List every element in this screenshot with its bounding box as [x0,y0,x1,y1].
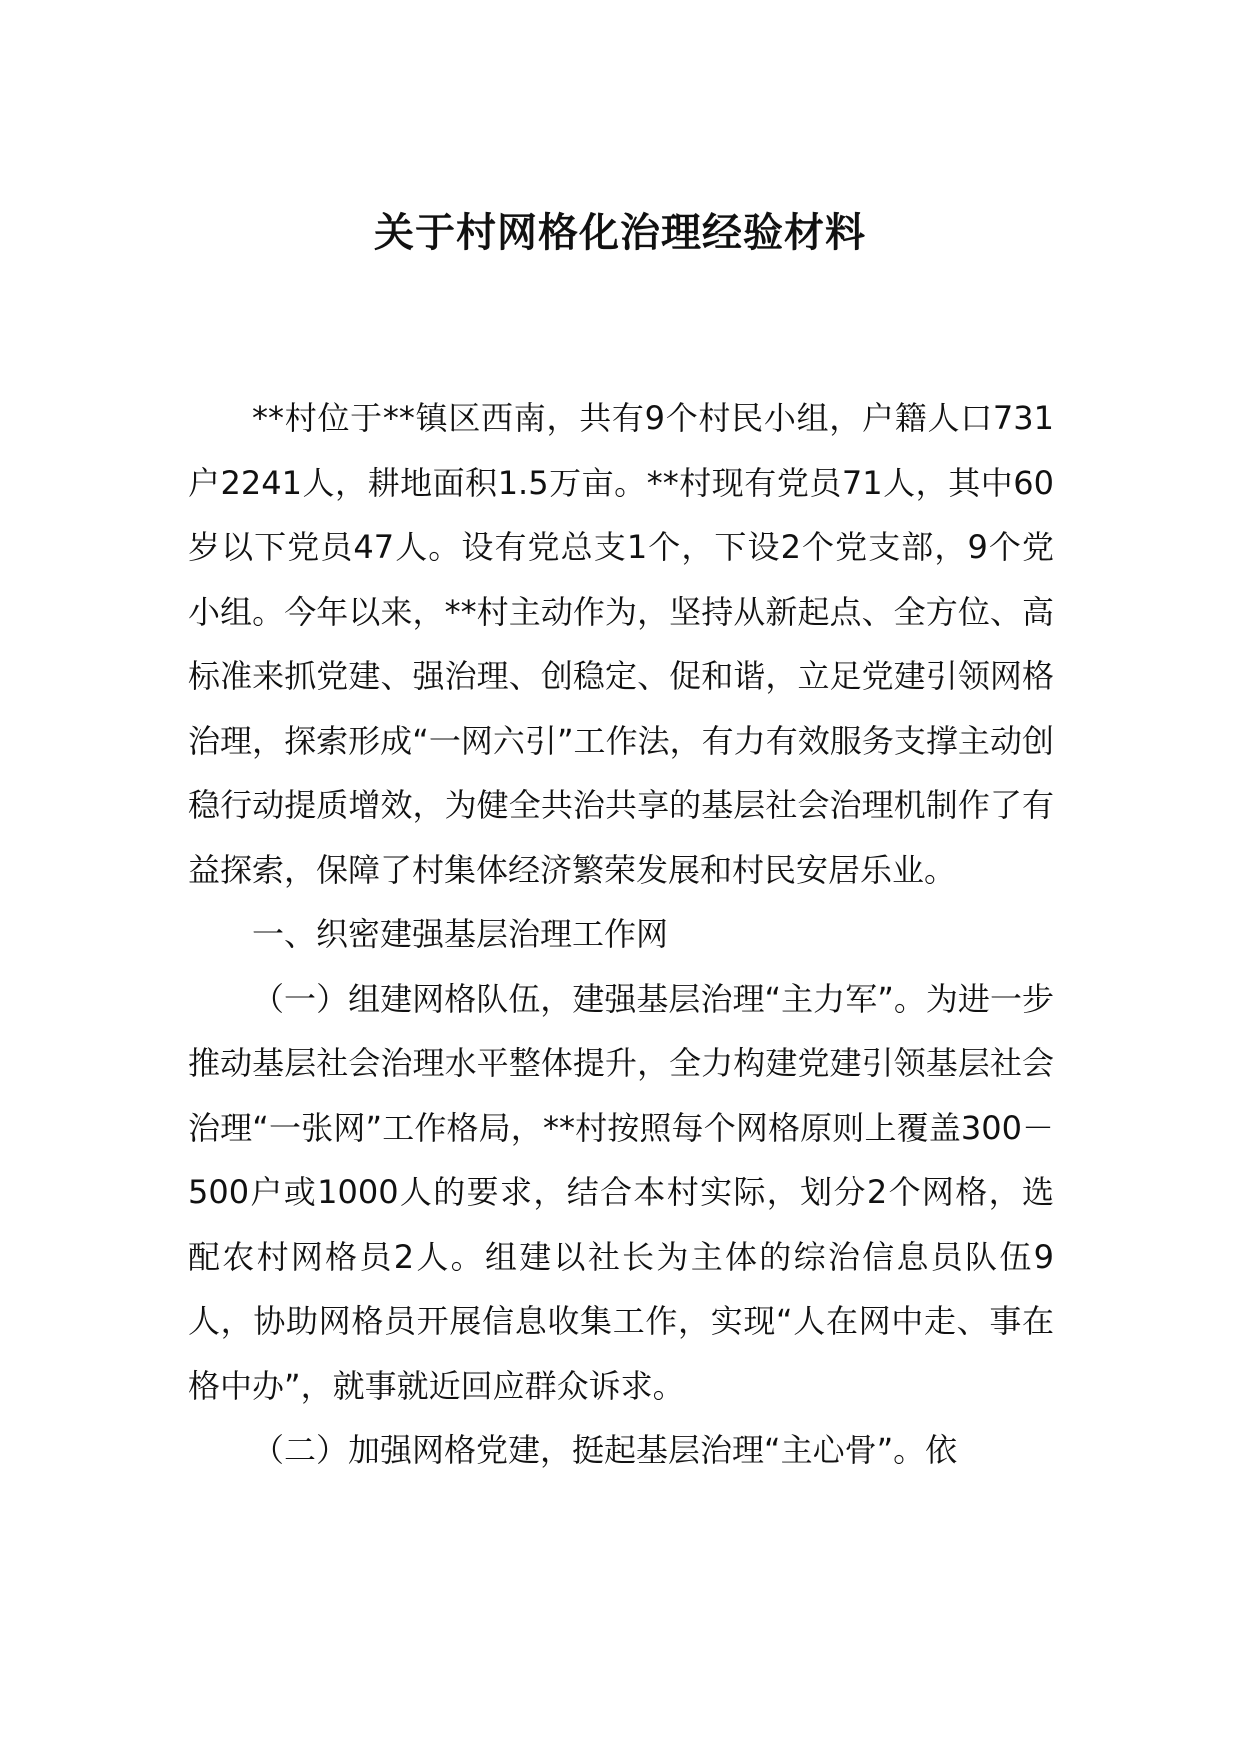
section-heading-1: 一、织密建强基层治理工作网 [252,915,669,953]
intro-paragraph: **村位于**镇区西南，共有9个村民小组，户籍人口731户2241人，耕地面积1.5万亩。**村现有党员71人，其中60岁以下党员47人。设有党总支1个，下设2个党支部，9个党小组。今年以来，**村主动作为，坚持从新起点、全方位、高标准来抓党建、强治理、创稳定、促和谐，立足党建引领网格治理，探索形成“一网六引”工作法，有力有效服务支撑主动创稳行动提质增效，为健全共治共享的基层社会治理机制作了有益探索，保障了村集体经济繁荣发展和村民安居乐业。 [188,399,1054,889]
subsection-paragraph-1: （一）组建网格队伍，建强基层治理“主力军”。为进一步推动基层社会治理水平整体提升，全力构建党建引领基层社会治理“一张网”工作格局，**村按照每个网格原则上覆盖300－500户或1000人的要求，结合本村实际，划分2个网格，选配农村网格员2人。组建以社长为主体的综治信息员队伍9人，协助网格员开展信息收集工作，实现“人在网中走、事在格中办”，就事就近回应群众诉求。 [188,979,1054,1405]
document-title: 关于村网格化治理经验材料 [374,210,866,256]
subsection-paragraph-2: （二）加强网格党建，挺起基层治理“主心骨”。依 [252,1431,958,1469]
document-body [188,386,1054,1483]
